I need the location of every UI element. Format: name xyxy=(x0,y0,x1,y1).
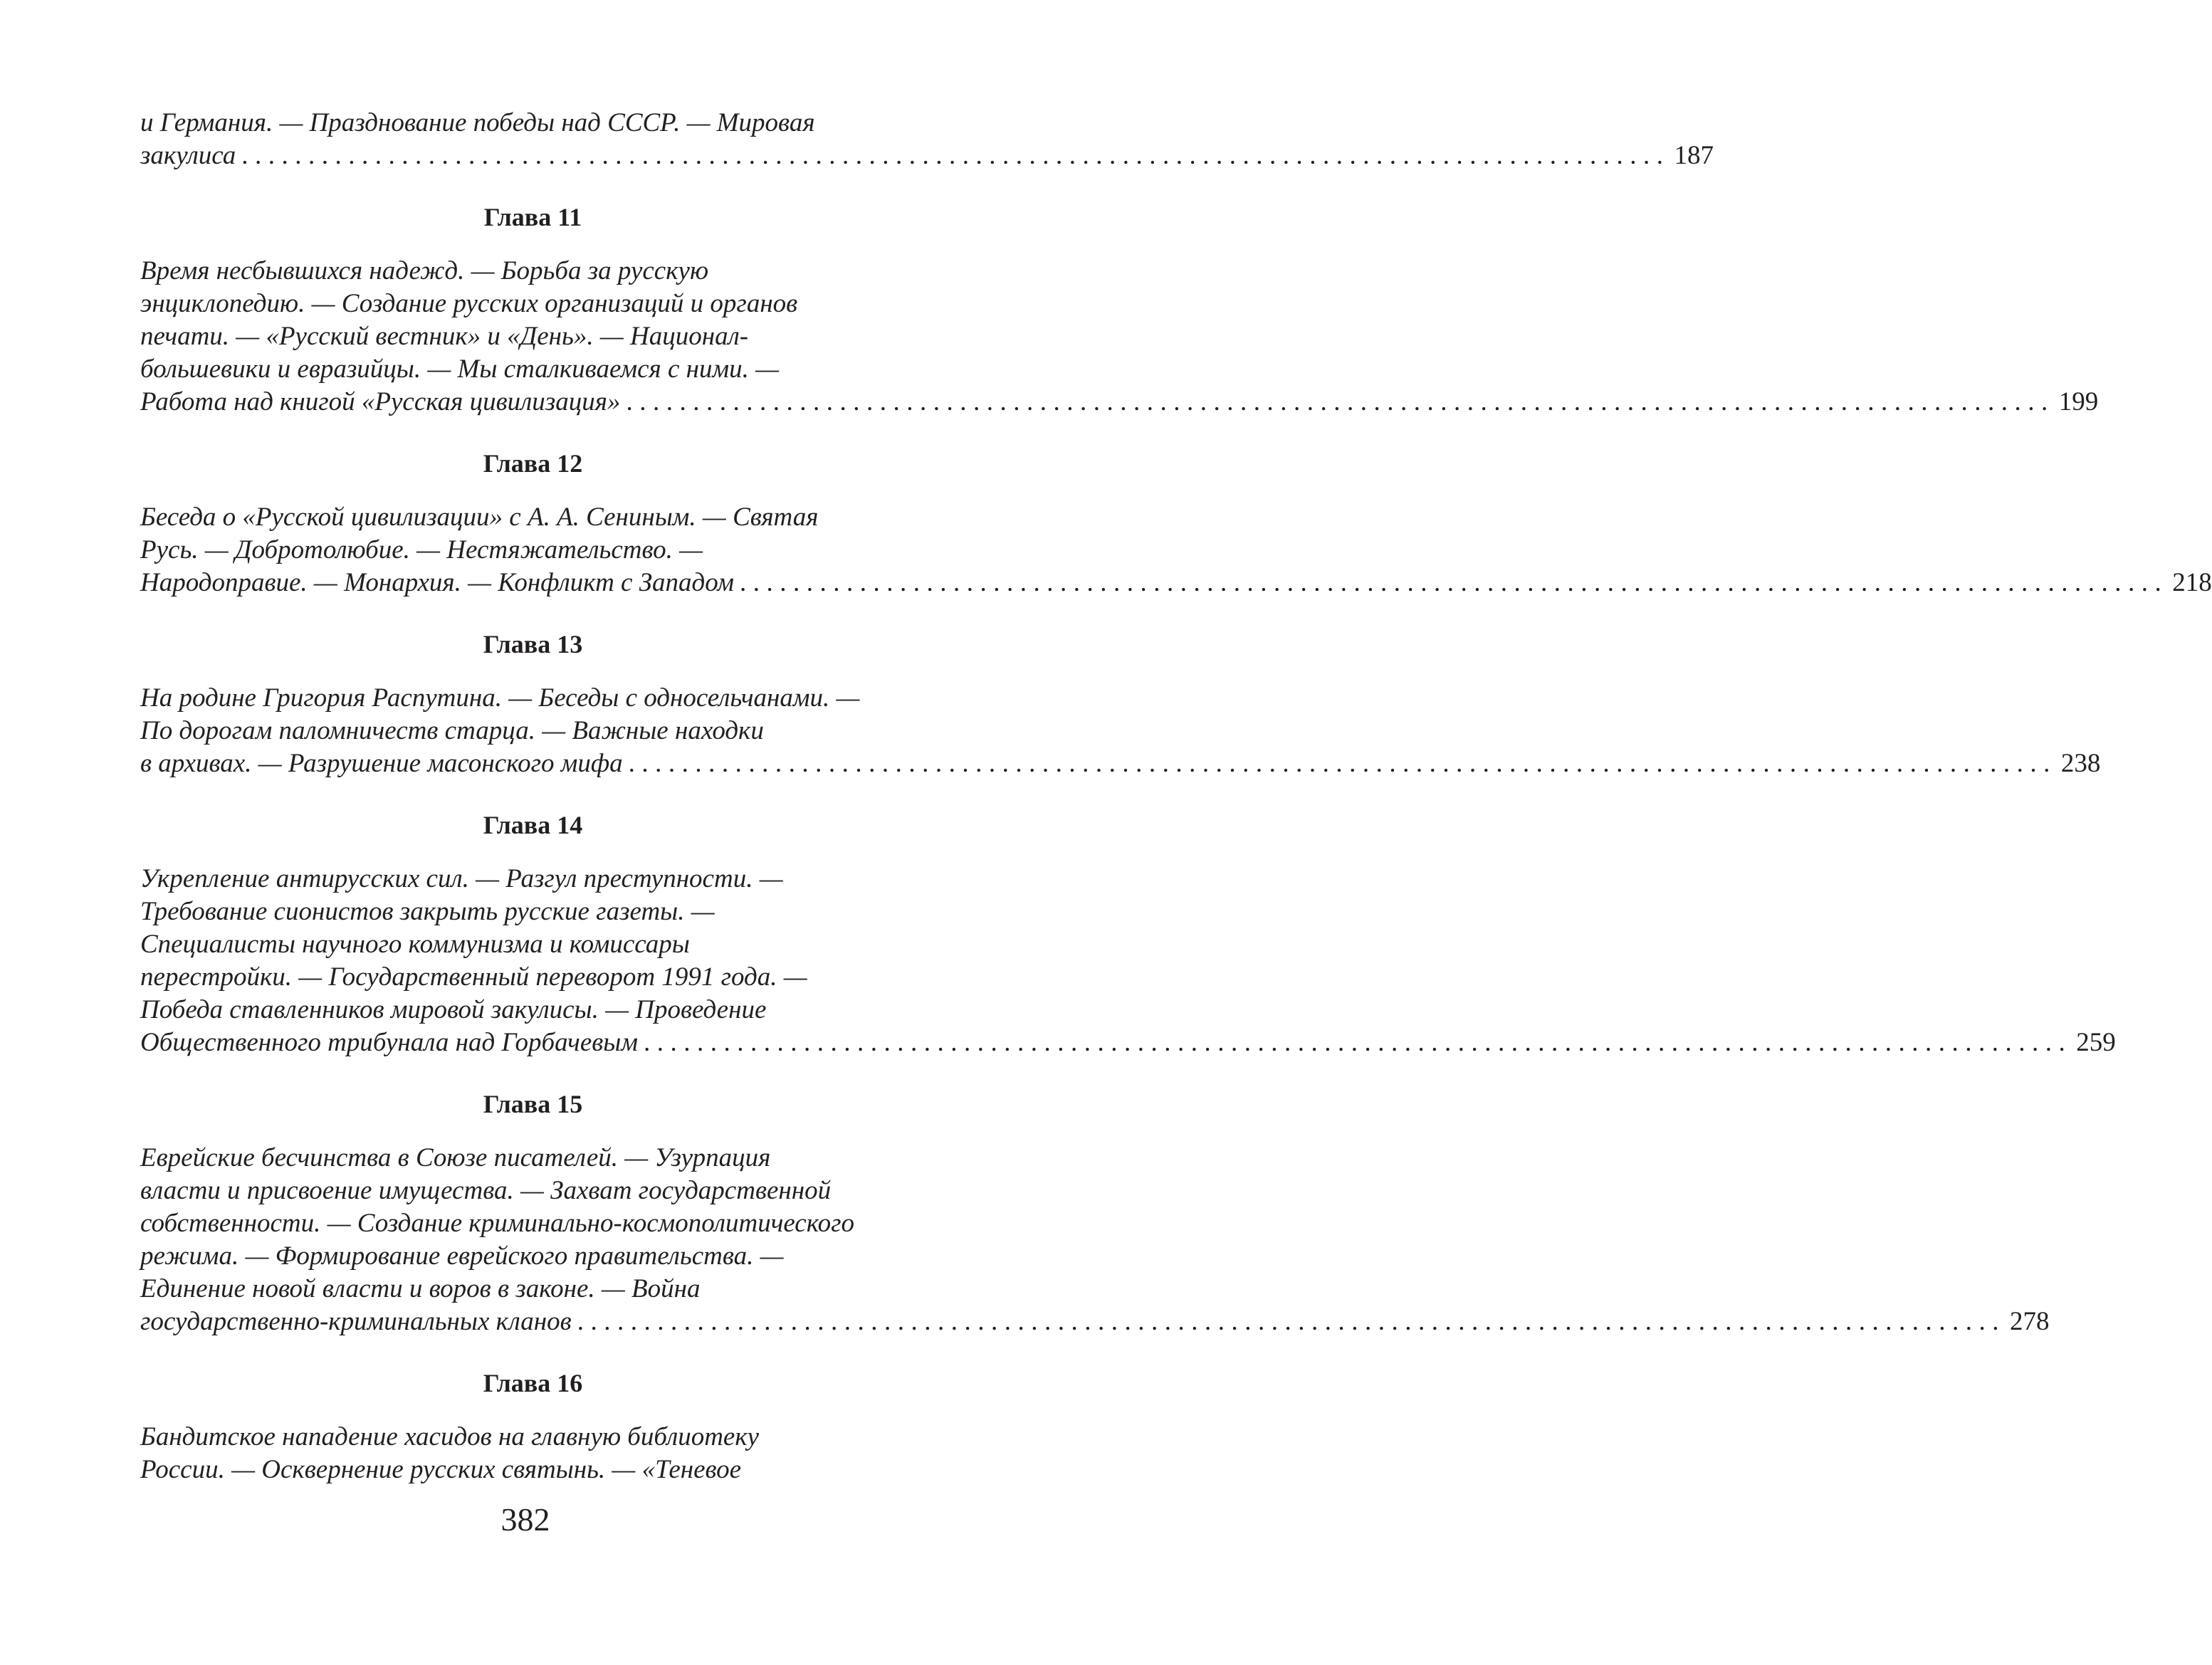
toc-entry-text: Общественного трибунала над Горбачевым xyxy=(140,1028,638,1057)
toc-entry-text: закулиса xyxy=(140,141,236,170)
dot-leader: ........................................................................................................... xyxy=(577,1307,2006,1336)
toc-entry-line: собственности. — Создание криминально-космополитического xyxy=(140,1209,855,1238)
toc-chapter-12 xyxy=(140,447,2212,599)
toc-entry-line: Укрепление антирусских сил. — Разгул преступности. — xyxy=(140,864,783,893)
toc-entry-text: Народоправие. — Монархия. — Конфликт с Западом xyxy=(140,568,734,597)
page-number: 382 xyxy=(500,1501,550,1538)
toc-page-number: 187 xyxy=(1674,141,1714,170)
toc-entry-line: Беседа о «Русской цивилизации» с А. А. Сениным. — Святая xyxy=(140,503,819,532)
toc-chapter-13 xyxy=(140,628,2101,780)
toc-entry-line: Победа ставленников мировой закулисы. — Проведение xyxy=(140,995,767,1024)
toc-entry-line: Бандитское нападение хасидов на главную библиотеку xyxy=(140,1422,760,1451)
dot-leader: ........................................................................................................... xyxy=(628,749,2057,778)
dot-leader: ........................................................................................................... xyxy=(739,568,2169,597)
toc-chapter-16 xyxy=(140,1367,926,1486)
toc-entry-line: Еврейские бесчинства в Союзе писателей. — Узурпация xyxy=(140,1143,771,1172)
toc-page-number: 238 xyxy=(2060,749,2101,778)
toc-entry-line: перестройки. — Государственный переворот 1991 года. — xyxy=(140,962,807,992)
toc-entry-text: Работа над книгой «Русская цивилизация» xyxy=(140,387,621,416)
toc-entry-last-line xyxy=(140,386,2099,419)
toc-entry-last-line xyxy=(140,567,2212,599)
dot-leader: ........................................................................................................... xyxy=(643,1028,2072,1057)
toc-entry-line: Требование сионистов закрыть русские газеты. — xyxy=(140,897,715,926)
toc-entry-line: и Германия. — Празднование победы над СССР. — Мировая xyxy=(140,108,815,137)
toc-entry-line: России. — Осквернение русских святынь. — «Теневое xyxy=(140,1455,742,1484)
toc-entry-line: Время несбывшихся надежд. — Борьба за русскую xyxy=(140,256,709,285)
toc-page-number: 259 xyxy=(2076,1028,2116,1057)
chapter-heading: Глава 14 xyxy=(483,811,583,839)
toc-entry-line: На родине Григория Распутина. — Беседы с односельчанами. — xyxy=(140,683,860,713)
toc-entry-line: Специалисты научного коммунизма и комиссары xyxy=(140,930,690,959)
chapter-heading: Глава 11 xyxy=(483,203,582,231)
toc-entry-last-line xyxy=(140,1306,2050,1338)
toc-entry-last-line xyxy=(140,747,2101,780)
toc-entry-continued xyxy=(140,107,1714,172)
toc-entry-last-line xyxy=(140,140,1714,172)
toc-entry-line: Русь. — Добротолюбие. — Нестяжательство. — xyxy=(140,535,703,564)
toc-entry-text: в архивах. — Разрушение масонского мифа xyxy=(140,749,623,778)
table-of-contents xyxy=(140,107,2212,1486)
chapter-heading: Глава 15 xyxy=(483,1090,583,1118)
toc-entry-line: Единение новой власти и воров в законе. — Война xyxy=(140,1274,701,1303)
toc-entry-last-line xyxy=(140,1026,2116,1059)
toc-entry-line: режима. — Формирование еврейского правительства. — xyxy=(140,1241,784,1271)
toc-page-number: 218 xyxy=(2172,568,2212,597)
toc-entry-line: энциклопедию. — Создание русских организаций и органов xyxy=(140,289,798,318)
toc-entry-line: печати. — «Русский вестник» и «День». — Национал- xyxy=(140,322,749,351)
toc-page-number: 278 xyxy=(2009,1307,2050,1336)
chapter-heading: Глава 12 xyxy=(483,449,583,478)
chapter-heading: Глава 13 xyxy=(483,630,583,658)
toc-chapter-15 xyxy=(140,1088,2050,1338)
dot-leader: ........................................................................................................... xyxy=(241,141,1670,170)
toc-chapter-11 xyxy=(140,201,2099,419)
chapter-heading: Глава 16 xyxy=(483,1369,583,1397)
toc-page-number: 199 xyxy=(2058,387,2099,416)
dot-leader: ........................................................................................................... xyxy=(626,387,2055,416)
toc-chapter-14 xyxy=(140,809,2116,1059)
toc-entry-line: власти и присвоение имущества. — Захват государственной xyxy=(140,1176,832,1205)
toc-entry-line: По дорогам паломничеств старца. — Важные находки xyxy=(140,716,764,745)
toc-entry-line: большевики и евразийцы. — Мы сталкиваемся с ними. — xyxy=(140,354,780,384)
toc-entry-text: государственно-криминальных кланов xyxy=(140,1307,572,1336)
